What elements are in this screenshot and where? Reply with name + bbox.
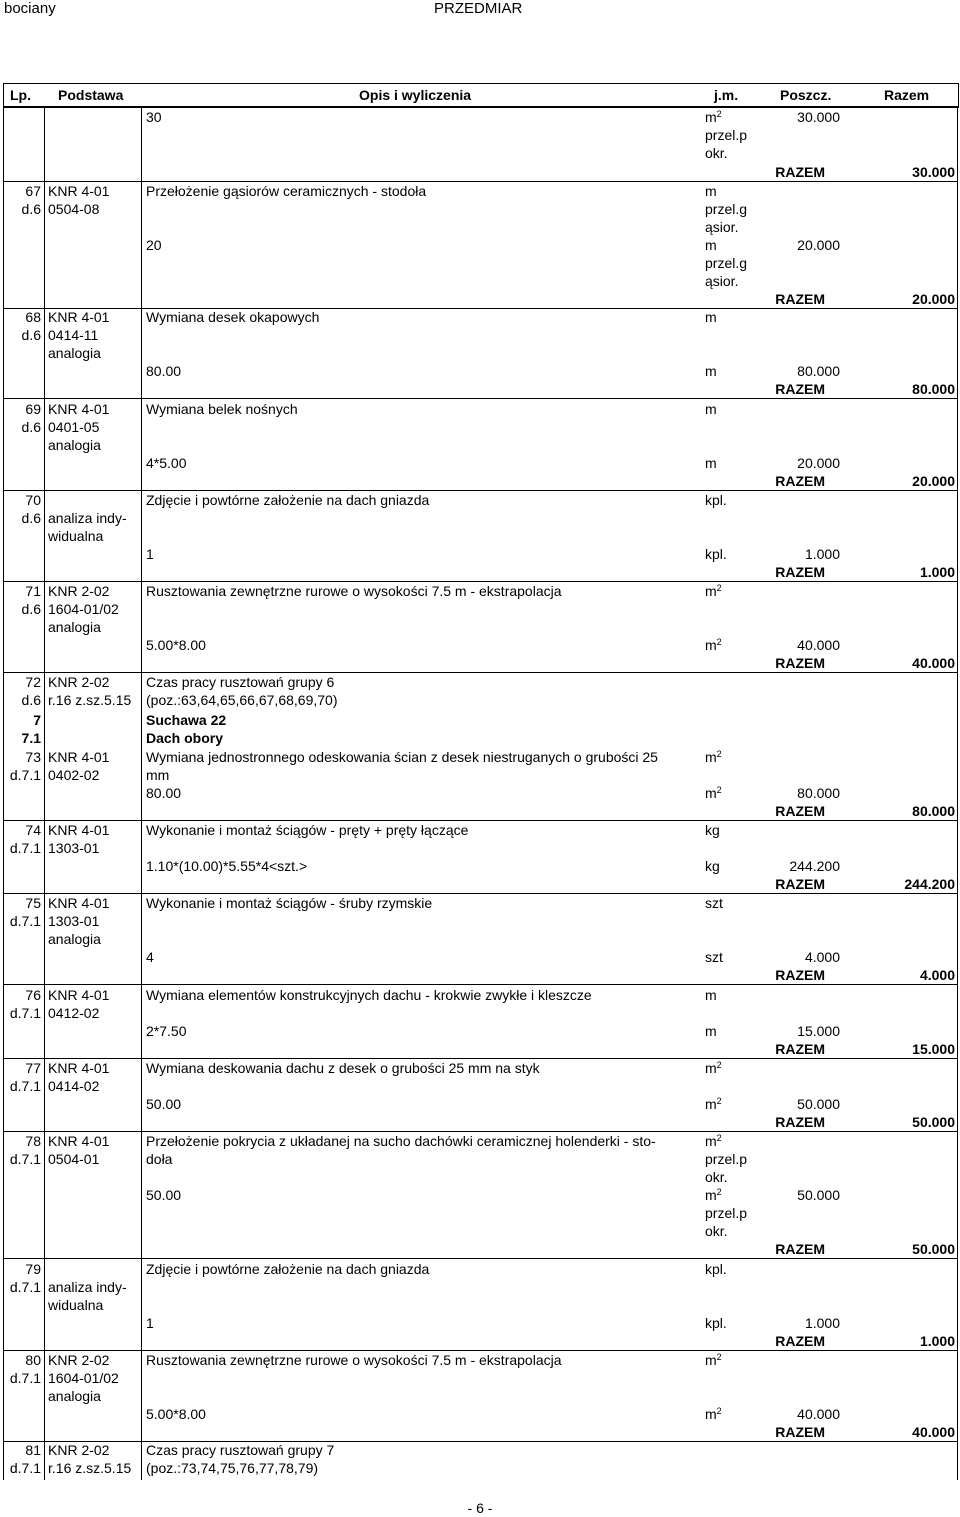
basis-code: KNR 2-02 [48,674,110,690]
quantity-value: 80.000 [797,785,840,801]
item-number-suffix: d.7.1 [9,1078,41,1094]
basis-code: widualna [48,528,104,544]
calc-expression: 80.00 [146,785,182,801]
basis-code: analiza indy- [48,510,127,526]
col-podstawa: Podstawa [58,87,124,103]
calc-expression: 80.00 [146,363,182,379]
item-number: 77 [25,1060,41,1076]
calc-unit: $m^2$ [705,1096,722,1112]
item-number-suffix: d.7.1 [9,840,41,856]
basis-code: analiza indy- [48,1279,127,1295]
calc-unit-note: okr. [705,145,728,161]
item-description: (poz.:63,64,65,66,67,68,69,70) [146,692,338,708]
calc-expression: 30 [146,109,162,125]
item-number-suffix: d.7.1 [9,1279,41,1295]
item-number-suffix: d.6 [21,419,41,435]
calc-expression: 4 [146,949,154,965]
column-header-row [3,83,959,108]
row-separator [3,984,957,985]
basis-code: 0504-01 [48,1151,100,1167]
calc-expression: 1 [146,1315,154,1331]
calc-expression: 50.00 [146,1187,182,1203]
calc-unit: m [705,455,717,471]
calc-unit-note: przel.p [705,1205,748,1221]
basis-code: analogia [48,1388,101,1404]
item-description: Czas pracy rusztowań grupy 7 [146,1442,335,1458]
item-number-suffix: d.6 [21,692,41,708]
item-number-suffix: d.7.1 [9,1370,41,1386]
calc-unit: $m^2$ [705,1406,722,1422]
item-description: Rusztowania zewnętrzne rurowe o wysokości 7.5 m - ekstrapolacja [146,1352,562,1368]
quantity-value: 30.000 [797,109,840,125]
razem-label: RAZEM [775,1333,825,1349]
calc-unit: $m^2$ [705,637,722,653]
unit-note: okr. [705,1169,728,1185]
row-separator [3,398,957,399]
basis-code: KNR 2-02 [48,1442,110,1458]
item-description: Wymiana jednostronnego odeskowania ścian z desek niestruganych o grubości 25 [146,749,658,765]
row-separator [3,106,957,107]
basis-code: KNR 4-01 [48,401,110,417]
item-number: 75 [25,895,41,911]
calc-unit: m [705,363,717,379]
item-description: Wykonanie i montaż ściągów - śruby rzymskie [146,895,433,911]
basis-code: KNR 4-01 [48,1133,110,1149]
item-description: Wymiana belek nośnych [146,401,298,417]
unit-note: przel.g [705,201,748,217]
basis-code: KNR 4-01 [48,309,110,325]
calc-expression: 5.00*8.00 [146,1406,206,1422]
table-border-left [3,106,4,1480]
calc-unit: szt [705,949,723,965]
calc-expression: 4*5.00 [146,455,187,471]
unit: $m^2$ [705,1133,722,1149]
basis-code: analogia [48,931,101,947]
item-description: Wymiana desek okapowych [146,309,320,325]
item-number-suffix: d.6 [21,510,41,526]
item-number-suffix: d.7.1 [9,913,41,929]
unit: $m^2$ [705,1060,722,1076]
item-description: Rusztowania zewnętrzne rurowe o wysokości 7.5 m - ekstrapolacja [146,583,562,599]
section-title: Suchawa 22 [146,712,227,728]
razem-label: RAZEM [775,473,825,489]
col-poszcz: Poszcz. [780,87,832,103]
item-description: doła [146,1151,173,1167]
section-number: 7 [33,712,41,728]
item-number: 69 [25,401,41,417]
basis-code: 1604-01/02 [48,1370,119,1386]
razem-label: RAZEM [775,876,825,892]
unit: $m^2$ [705,749,722,765]
calc-expression: 1 [146,546,154,562]
razem-label: RAZEM [775,564,825,580]
item-number: 68 [25,309,41,325]
basis-code: KNR 4-01 [48,749,110,765]
razem-value: 80.000 [912,803,955,819]
page-number: - 6 - [467,1500,493,1516]
razem-value: 1.000 [919,1333,955,1349]
calc-unit: $m^2$ [705,785,722,801]
basis-code: KNR 4-01 [48,822,110,838]
item-description: Wymiana elementów konstrukcyjnych dachu - krokwie zwykłe i kleszcze [146,987,592,1003]
col-divider-basis [141,106,142,1480]
razem-value: 50.000 [912,1114,955,1130]
razem-label: RAZEM [775,803,825,819]
calc-unit-note: przel.p [705,127,748,143]
item-description: Zdjęcie i powtórne założenie na dach gniazda [146,1261,430,1277]
basis-code: 1303-01 [48,913,100,929]
item-number-suffix: d.7.1 [9,1005,41,1021]
basis-code: KNR 4-01 [48,1060,110,1076]
basis-code: 0414-11 [48,327,99,343]
unit: m [705,401,717,417]
basis-code: KNR 4-01 [48,183,110,199]
calc-unit: kpl. [705,546,727,562]
calc-unit: $m^2$ [705,1187,722,1203]
item-number-suffix: d.6 [21,201,41,217]
item-description: Zdjęcie i powtórne założenie na dach gniazda [146,492,430,508]
item-number-suffix: d.6 [21,327,41,343]
razem-value: 15.000 [912,1041,955,1057]
unit: kpl. [705,1261,727,1277]
quantity-value: 40.000 [797,637,840,653]
quantity-value: 40.000 [797,1406,840,1422]
unit: kpl. [705,492,727,508]
item-number: 70 [25,492,41,508]
basis-code: analogia [48,345,101,361]
unit: szt [705,895,723,911]
calc-unit: m [705,1023,717,1039]
calc-unit-note: ąsior. [705,273,739,289]
calc-unit: m [705,237,717,253]
item-description: mm [146,767,170,783]
basis-code: KNR 4-01 [48,895,110,911]
unit: $m^2$ [705,1352,722,1368]
unit-note: ąsior. [705,219,739,235]
calc-expression: 1.10*(10.00)*5.55*4<szt.> [146,858,308,874]
calc-expression: 50.00 [146,1096,182,1112]
basis-code: 0414-02 [48,1078,100,1094]
basis-code: 1604-01/02 [48,601,119,617]
razem-value: 80.000 [912,381,955,397]
col-razem: Razem [884,87,930,103]
basis-code: widualna [48,1297,104,1313]
basis-code: r.16 z.sz.5.15 [48,692,132,708]
basis-code: 0504-08 [48,201,100,217]
item-number: 71 [25,583,41,599]
basis-code: analogia [48,619,101,635]
calc-expression: 2*7.50 [146,1023,187,1039]
calc-unit: kg [705,858,720,874]
unit: kg [705,822,720,838]
subsection-number: 7.1 [21,730,41,746]
item-number-suffix: d.7.1 [9,767,41,783]
item-number: 80 [25,1352,41,1368]
calc-unit: $m^2$ [705,109,722,125]
razem-value: 20.000 [912,291,955,307]
item-number-suffix: d.6 [21,601,41,617]
basis-code: r.16 z.sz.5.15 [48,1460,132,1476]
col-opis: Opis i wyliczenia [359,87,472,103]
razem-value: 30.000 [912,164,955,180]
col-lp: Lp. [10,87,31,103]
razem-label: RAZEM [775,1424,825,1440]
razem-label: RAZEM [775,164,825,180]
item-description: (poz.:73,74,75,76,77,78,79) [146,1460,319,1476]
basis-code: KNR 2-02 [48,1352,110,1368]
calc-unit-note: przel.g [705,255,748,271]
col-divider-lp [44,106,45,1480]
razem-label: RAZEM [775,1041,825,1057]
table-border-right [957,106,958,1480]
item-number: 76 [25,987,41,1003]
quantity-value: 20.000 [797,237,840,253]
subsection-title: Dach obory [146,730,224,746]
basis-code: 0401-05 [48,419,100,435]
item-description: Czas pracy rusztowań grupy 6 [146,674,335,690]
quantity-value: 244.200 [789,858,840,874]
razem-value: 4.000 [919,967,955,983]
quantity-value: 50.000 [797,1096,840,1112]
item-number-suffix: d.7.1 [9,1460,41,1476]
razem-label: RAZEM [775,291,825,307]
razem-label: RAZEM [775,381,825,397]
calc-expression: 20 [146,237,162,253]
item-number: 78 [25,1133,41,1149]
item-description: Przełożenie pokrycia z układanej na sucho dachówki ceramicznej holenderki - sto- [146,1133,656,1149]
quantity-value: 50.000 [797,1187,840,1203]
basis-code: 1303-01 [48,840,100,856]
quantity-value: 20.000 [797,455,840,471]
item-description: Wykonanie i montaż ściągów - pręty + pręty łączące [146,822,469,838]
razem-value: 1.000 [919,564,955,580]
razem-label: RAZEM [775,655,825,671]
calc-expression: 5.00*8.00 [146,637,206,653]
unit-note: przel.p [705,1151,748,1167]
quantity-value: 4.000 [804,949,840,965]
item-number: 67 [25,183,41,199]
unit: m [705,309,717,325]
razem-value: 244.200 [904,876,955,892]
unit: m [705,183,717,199]
item-number-suffix: d.7.1 [9,1151,41,1167]
item-number: 81 [25,1442,41,1458]
calc-unit-note: okr. [705,1223,728,1239]
item-number: 72 [25,674,41,690]
item-description: Przełożenie gąsiorów ceramicznych - stodoła [146,183,427,199]
document-name: bociany [4,0,56,17]
basis-code: 0412-02 [48,1005,100,1021]
item-description: Wymiana deskowania dachu z desek o grubości 25 mm na styk [146,1060,540,1076]
razem-label: RAZEM [775,1241,825,1257]
unit: m [705,987,717,1003]
item-number: 73 [25,749,41,765]
quantity-value: 1.000 [804,1315,840,1331]
calc-unit: kpl. [705,1315,727,1331]
razem-label: RAZEM [775,1114,825,1130]
razem-value: 40.000 [912,655,955,671]
razem-value: 50.000 [912,1241,955,1257]
basis-code: 0402-02 [48,767,100,783]
basis-code: KNR 4-01 [48,987,110,1003]
quantity-value: 15.000 [797,1023,840,1039]
quantity-value: 80.000 [797,363,840,379]
item-number: 79 [25,1261,41,1277]
basis-code: analogia [48,437,101,453]
row-separator [3,1258,957,1259]
razem-value: 40.000 [912,1424,955,1440]
razem-value: 20.000 [912,473,955,489]
item-number: 74 [25,822,41,838]
basis-code: KNR 2-02 [48,583,110,599]
document-title: PRZEDMIAR [434,0,523,17]
quantity-value: 1.000 [804,546,840,562]
unit: $m^2$ [705,583,722,599]
razem-label: RAZEM [775,967,825,983]
col-jm: j.m. [714,87,739,103]
